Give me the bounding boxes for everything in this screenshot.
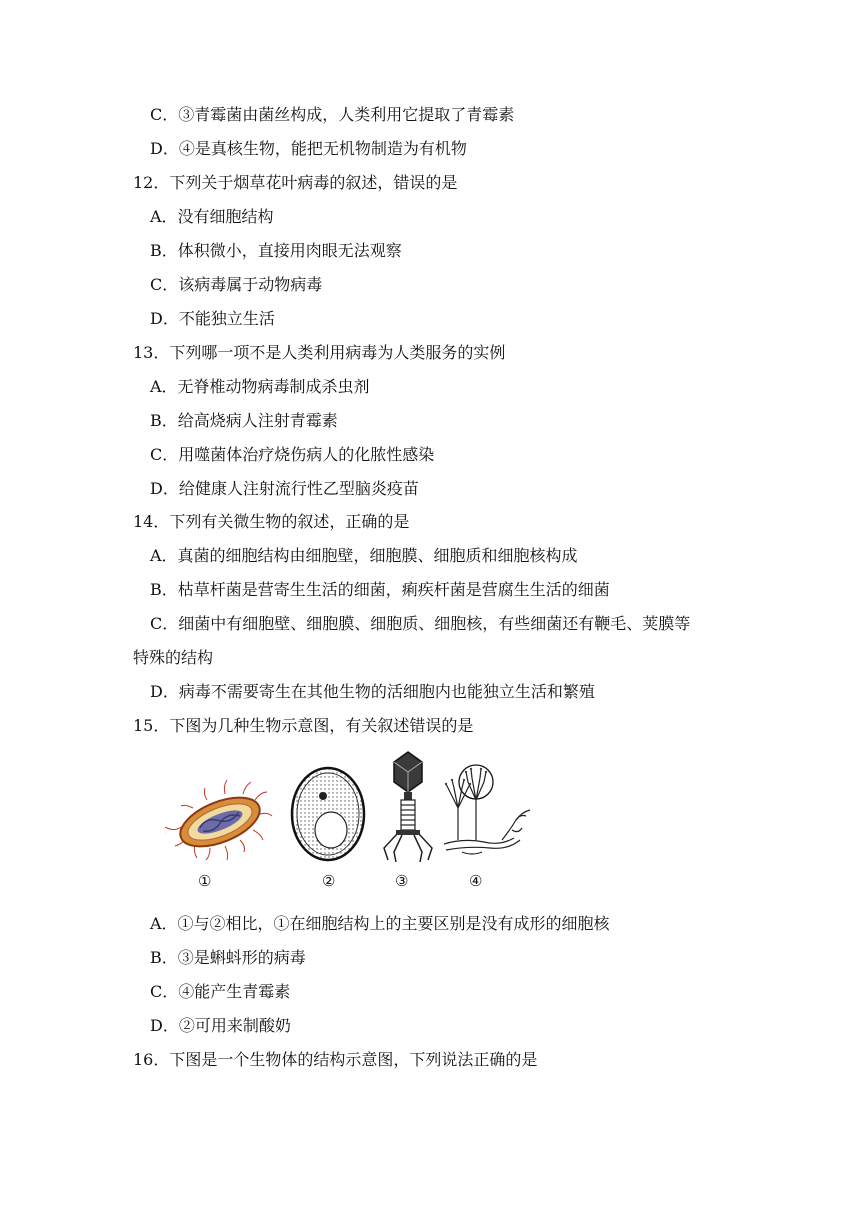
figure-label-4: ④ bbox=[469, 872, 483, 890]
q13-option-b: B．给高烧病人注射青霉素 bbox=[150, 411, 338, 430]
q15-option-a: A．①与②相比，①在细胞结构上的主要区别是没有成形的细胞核 bbox=[150, 914, 610, 933]
q11-option-d: D．④是真核生物，能把无机物制造为有机物 bbox=[150, 139, 467, 158]
q11-option-c: C．③青霉菌由菌丝构成，人类利用它提取了青霉素 bbox=[150, 105, 515, 124]
q13-option-d: D．给健康人注射流行性乙型脑炎疫苗 bbox=[150, 479, 419, 498]
figure-label-2: ② bbox=[322, 872, 336, 890]
q15-figure bbox=[160, 744, 540, 894]
q14-option-a: A．真菌的细胞结构由细胞壁，细胞膜、细胞质和细胞核构成 bbox=[150, 546, 578, 565]
q15-stem: 15．下图为几种生物示意图，有关叙述错误的是 bbox=[133, 716, 474, 735]
q14-option-d: D．病毒不需要寄生在其他生物的活细胞内也能独立生活和繁殖 bbox=[150, 682, 595, 701]
q15-option-c: C．④能产生青霉素 bbox=[150, 982, 291, 1001]
q14-option-b: B．枯草杆菌是营寄生生活的细菌，痢疾杆菌是营腐生生活的细菌 bbox=[150, 580, 610, 599]
penicillium-illustration bbox=[442, 760, 538, 864]
q12-option-b: B．体积微小，直接用肉眼无法观察 bbox=[150, 241, 402, 260]
yeast-cell-illustration bbox=[288, 764, 368, 864]
q14-option-c-line2: 特殊的结构 bbox=[133, 648, 214, 667]
bacterium-illustration bbox=[165, 774, 275, 864]
q13-option-c: C．用噬菌体治疗烧伤病人的化脓性感染 bbox=[150, 445, 435, 464]
q15-option-b: B．③是蝌蚪形的病毒 bbox=[150, 948, 306, 967]
q14-stem: 14．下列有关微生物的叙述，正确的是 bbox=[133, 512, 410, 531]
bacteriophage-illustration bbox=[378, 748, 438, 864]
q13-stem: 13．下列哪一项不是人类利用病毒为人类服务的实例 bbox=[133, 343, 506, 362]
figure-label-3: ③ bbox=[395, 872, 409, 890]
q12-option-c: C．该病毒属于动物病毒 bbox=[150, 275, 323, 294]
q12-stem: 12．下列关于烟草花叶病毒的叙述，错误的是 bbox=[133, 173, 458, 192]
q14-option-c-line1: C．细菌中有细胞壁、细胞膜、细胞质、细胞核，有些细菌还有鞭毛、荚膜等 bbox=[150, 614, 691, 633]
figure-label-1: ① bbox=[198, 872, 212, 890]
q15-option-d: D．②可用来制酸奶 bbox=[150, 1016, 291, 1035]
q16-stem: 16．下图是一个生物体的结构示意图，下列说法正确的是 bbox=[133, 1050, 538, 1069]
q13-option-a: A．无脊椎动物病毒制成杀虫剂 bbox=[150, 377, 370, 396]
q12-option-a: A．没有细胞结构 bbox=[150, 207, 274, 226]
q12-option-d: D．不能独立生活 bbox=[150, 309, 275, 328]
